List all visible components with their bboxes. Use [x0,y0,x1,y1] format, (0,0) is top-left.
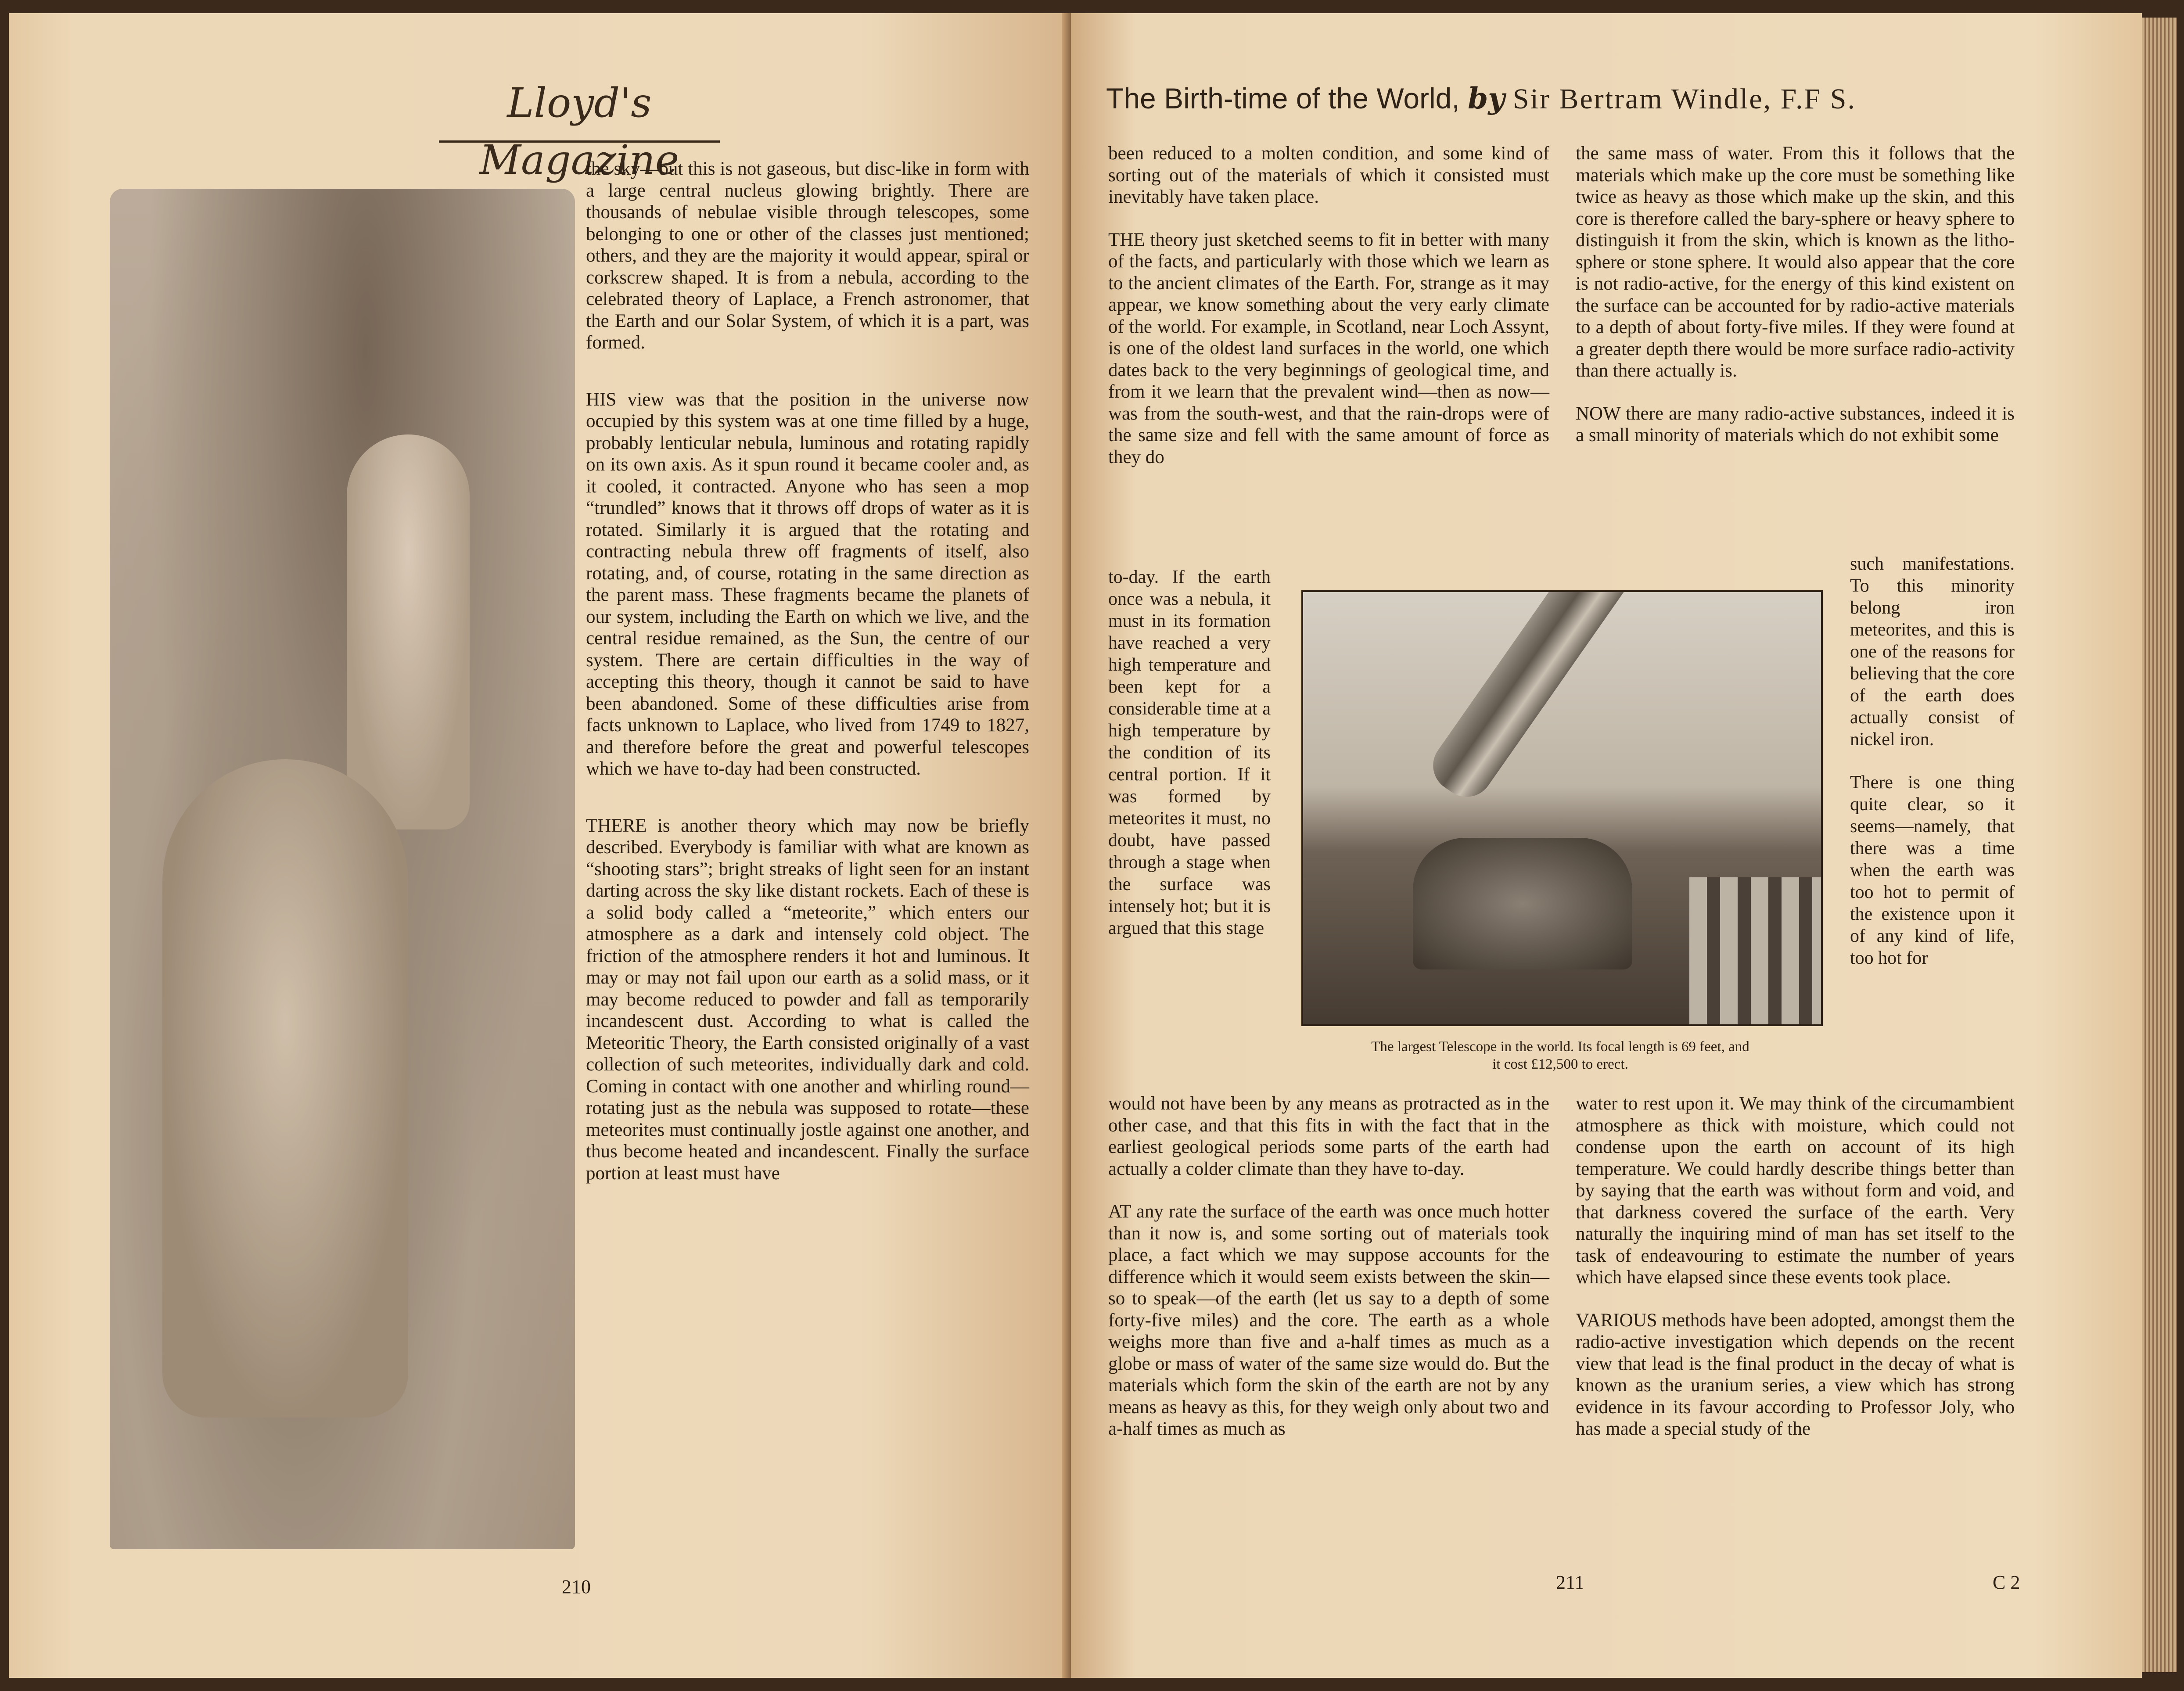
paragraph: THE theory just sketched seems to fit in better with many of the facts, and particularly with those which we learn as to the ancient climates of the Earth. For, strange as it may appear, we know something about the very early climate of the world. For example, in Scotland, near Loch Assynt, is one of the oldest land surfaces in the world, one which dates back to the very beginnings of geological time, and from it we learn that the prevalent wind—then as now—was from the south-west, and that the rain-drops were of the same size and fell with the same amount of force as they do [1108,229,1549,467]
paragraph: NOW there are many radio-active substances, indeed it is a small minority of materials which do not exhibit some [1576,403,2015,445]
paragraph: been reduced to a molten condition, and some kind of sorting out of the materials of which it consisted must inevitably have taken place. [1108,143,1549,207]
masthead-logo: Lloyd's Magazine [439,75,720,143]
paragraph: water to rest upon it. We may think of the circumambient atmosphere as thick with moisture, which could not condense upon the earth on account of its high temperature. We could hardly describe things better than by saying that the earth was without form and void, and that darkness covered the surface of the earth. Very naturally the inquiring mind of man has set itself to the task of endeavouring to estimate the number of years which have elapsed since these events took place. [1576,1093,2015,1288]
telescope-mount [1413,838,1632,969]
page-edges [2142,18,2177,1672]
byline-by: by [1468,81,1505,115]
paragraph: would not have been by any means as protracted as in the other case, and that this fits in with the fact that in the earliest geological periods some parts of the earth had actually a colder climate than they have to-day. [1108,1093,1549,1179]
article-title: The Birth-time of the World, [1106,82,1460,115]
paragraph: the sky—but this is not gaseous, but disc-like in form with a large central nucleus glowing brightly. There are thousands of nebulae visible through telescopes, some belonging to one or other of the classes just mentioned; others, and they are the majority it would appear, spiral or corkscrew shaped. It is from a nebula, according to the celebrated theory of Laplace, a French astronomer, that the Earth and our Solar System, of which it is a part, was formed. [586,158,1029,353]
paragraph: the same mass of water. From this it follows that the materials which make up the core must be something like twice as heavy as those which make up the skin, and this core is therefore called the bary-sphere or heavy sphere to distinguish it from the skin, which is known as the litho-sphere or stone sphere. It would also appear that the core is not radio-active, for the energy of this kind existent on the surface can be accounted for by radio-active materials to a depth of about forty-five miles. If they were found at a greater depth there would be more surface radio-activity than there actually is. [1576,143,2015,381]
building-background [1689,877,1821,1024]
caption-line: The largest Telescope in the world. Its focal length is 69 feet, and [1371,1039,1749,1055]
running-header [1106,81,2032,116]
paragraph: VARIOUS methods have been adopted, amongst them the radio-active investigation which depends on the recent view that lead is the final product in the decay of what is known as the uranium series, a view which has strong evidence in its favour according to Professor Joly, who has made a special study of the [1576,1310,2015,1439]
standing-figure [347,434,470,829]
right-column-2-bottom [1576,1093,2015,1461]
illustration-figures [110,189,575,1549]
page-number: 210 [562,1576,591,1598]
right-column-2-top [1576,143,2015,467]
photo-caption [1295,1038,1826,1073]
caption-line: it cost £12,500 to erect. [1492,1056,1628,1072]
telescope-tube [1423,590,1738,807]
left-text-column [586,158,1029,1205]
paragraph: HIS view was that the position in the universe now occupied by this system was at one time filled by a huge, probably lenticular nebula, luminous and rotating rapidly on its own axis. As it spun round it became cooler and, as it cooled, it contracted. Anyone who has seen a mop “trundled” knows that it throws off drops of water as it is rotated. Similarly it is argued that the rotating and contracting nebula threw off fragments of itself, also rotating, and, of course, rotating in the same direction as the parent mass. These fragments became the planets of our system, including the Earth on which we live, and the central residue remained, as the Sun, the centre of our system. There are certain difficulties in the way of accepting this theory, though it cannot be said to have been abandoned. Some of these difficulties arise from facts unknown to Laplace, who lived from 1749 to 1827, and therefore before the great and powerful telescopes which we have to-day had been constructed. [586,389,1029,779]
right-column-1-top [1108,143,1549,489]
paragraph: such manifestations. To this minority belong iron meteorites, and this is one of the reasons for believing that the core of the earth does actually consist of nickel iron. [1850,554,2015,750]
right-column-1-bottom [1108,1093,1549,1461]
right-column-1-narrow: to-day. If the earth once was a nebula, it must in its formation have reached a very high temperature and been kept for a considerable time at a high temperature by the condition of its central portion. If it was formed by meteorites it must, no doubt, have passed through a stage when the surface was intensely hot; but it is argued that this stage [1108,567,1271,938]
page-number: 211 [1556,1572,1584,1593]
right-column-2-narrow [1850,553,2015,990]
paragraph: There is one thing quite clear, so it seems—namely, that there was a time when the earth was too hot to permit of the existence upon it of any kind of life, too hot for [1850,772,2015,968]
paragraph: AT any rate the surface of the earth was once much hotter than it now is, and some sorting out of materials took place, a fact which we may suppose accounts for the difference which it would seem exists between the skin—so to speak—of the earth (let us say to a depth of some forty-five miles) and the core. The earth as a whole weighs more than five and a-half times as much as a globe or mass of water of the same size would do. But the materials which form the skin of the earth are not by any means as heavy as this, for they weigh only about two and a-half times as much as [1108,1201,1549,1439]
paragraph: THERE is another theory which may now be briefly described. Everybody is familiar with what are known as “shooting stars”; bright streaks of light seen for an instant darting across the sky like distant rockets. Each of these is a solid body called a “meteorite,” which enters our atmosphere as a dark and intensely cold object. The friction of the atmosphere renders it hot and luminous. It may or may not fail upon our earth as a solid mass, or it may become reduced to powder and fall as temporarily incandescent dust. According to what is called the Meteoritic Theory, the Earth consisted originally of a vast collection of such meteorites, individually dark and cold. Coming in contact with one another and whirling round—rotating just as the nebula was supposed to rotate—these meteorites must continually jostle against one another, and thus become heated and incandescent. Finally the surface portion at least must have [586,815,1029,1184]
author-name: Sir Bertram Windle, F.F S. [1512,83,1856,115]
seated-figure [162,759,408,1418]
telescope-photo [1301,590,1823,1026]
signature-mark: C 2 [1993,1572,2020,1593]
